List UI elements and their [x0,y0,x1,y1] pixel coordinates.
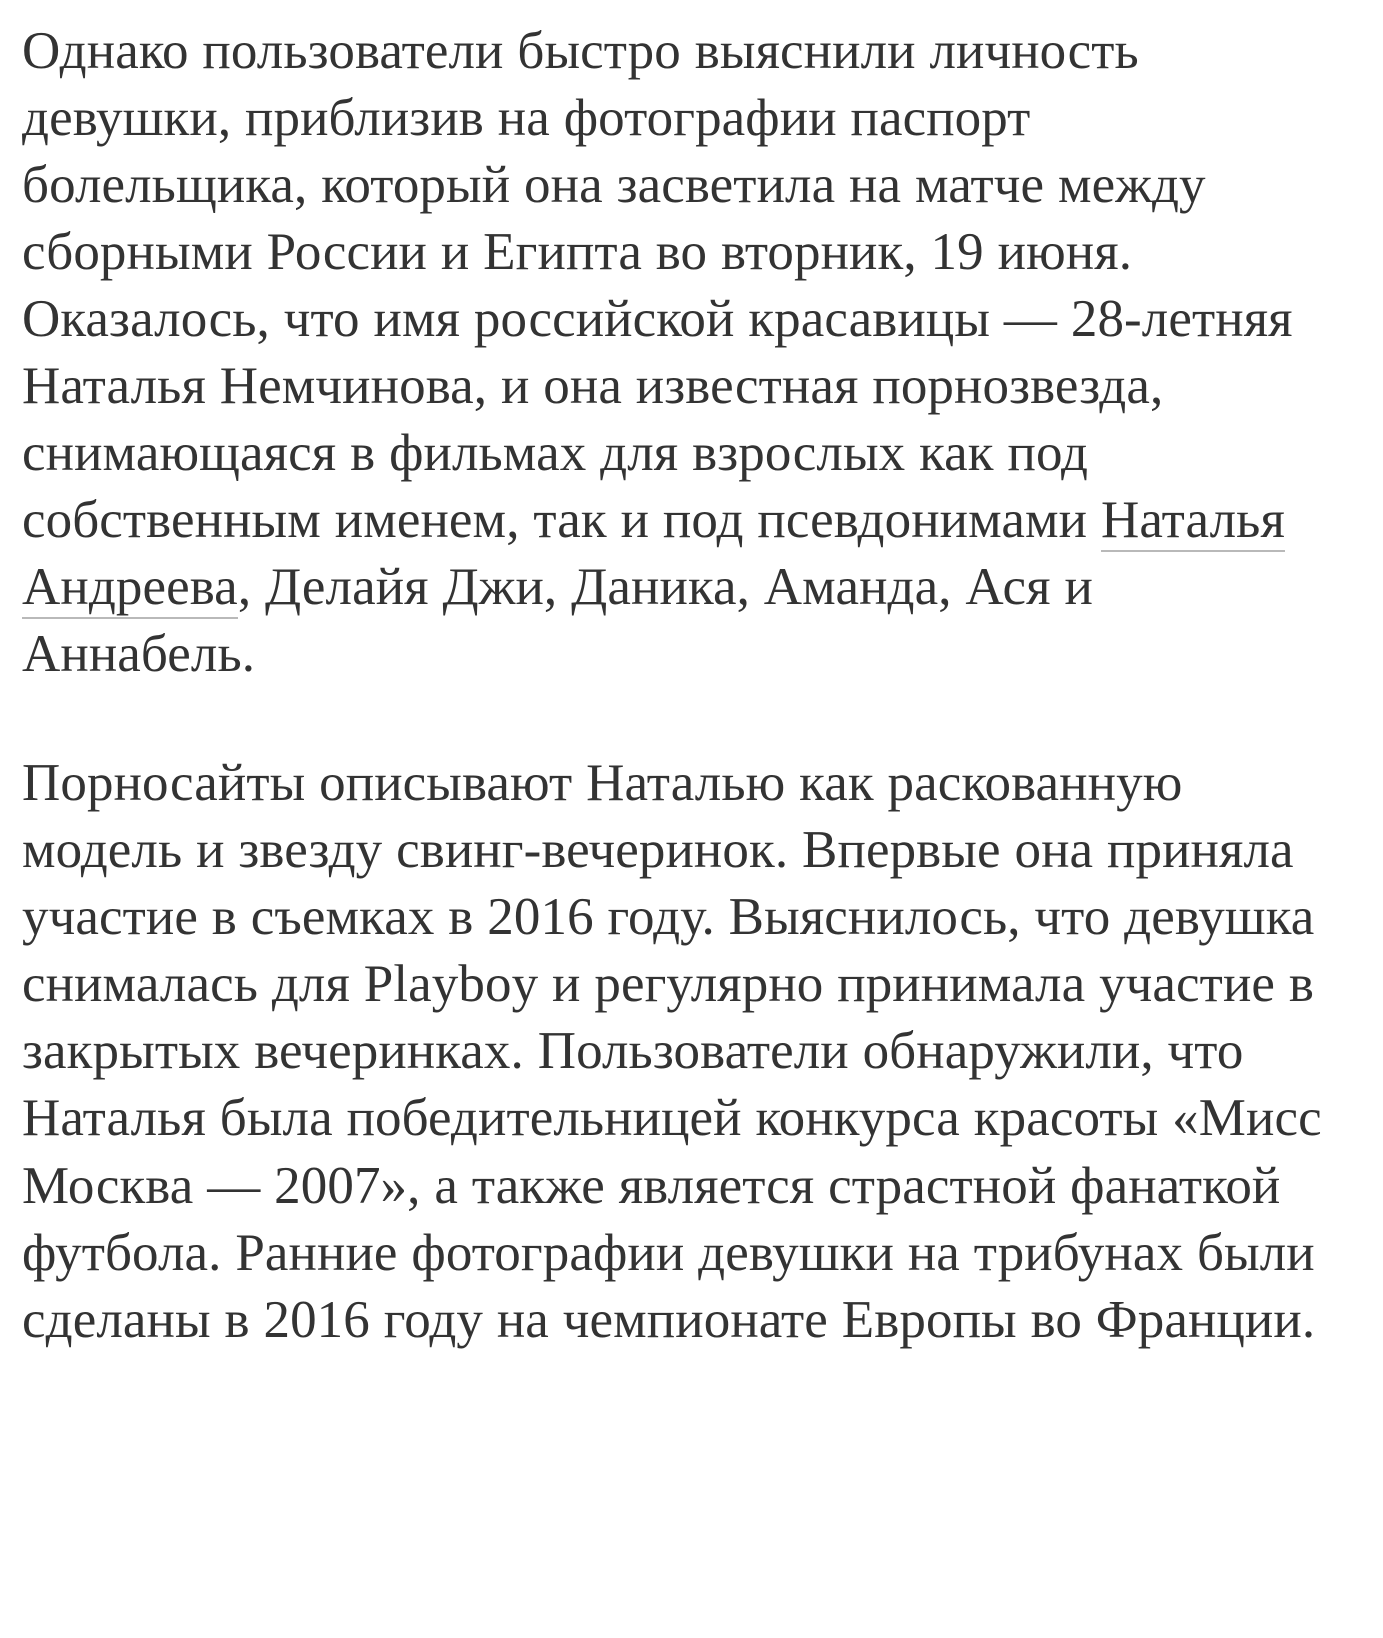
paragraph-1-text-before-link: Однако пользователи быстро выяснили личность девушки, приблизив на фотографии паспорт болельщика, который она засветила на матче между сборными России и Египта во вторник, 19 июня. Оказалось, что имя российской красавицы — 28-летняя Наталья Немчинова, и она известная порнозвезда, снимающаяся в фильмах для взрослых как под собственным именем, так и под псевдонимами [22,22,1293,550]
inline-link-natalya-andreeva[interactable]: Наталья Андреева [22,491,1285,619]
article-paragraph-2: Порносайты описывают Наталью как раскованную модель и звезду свинг-вечеринок. Впервые она приняла участие в съемках в 2016 году. Выяснилось, что девушка снималась для Playboy и регулярно принимала участие в закрытых вечеринках. Пользователи обнаружили, что Наталья была победительницей конкурса красоты «Мисс Москва — 2007», а также является страстной фанаткой футбола. Ранние фотографии девушки на трибунах были сделаны в 2016 году на чемпионате Европы во Франции. [22,754,1322,1349]
article-paragraph-1 [22,18,1323,688]
paragraph-1-text-after-link: , Делайя Джи, Даника, Аманда, Ася и Аннабель. [22,558,1093,684]
